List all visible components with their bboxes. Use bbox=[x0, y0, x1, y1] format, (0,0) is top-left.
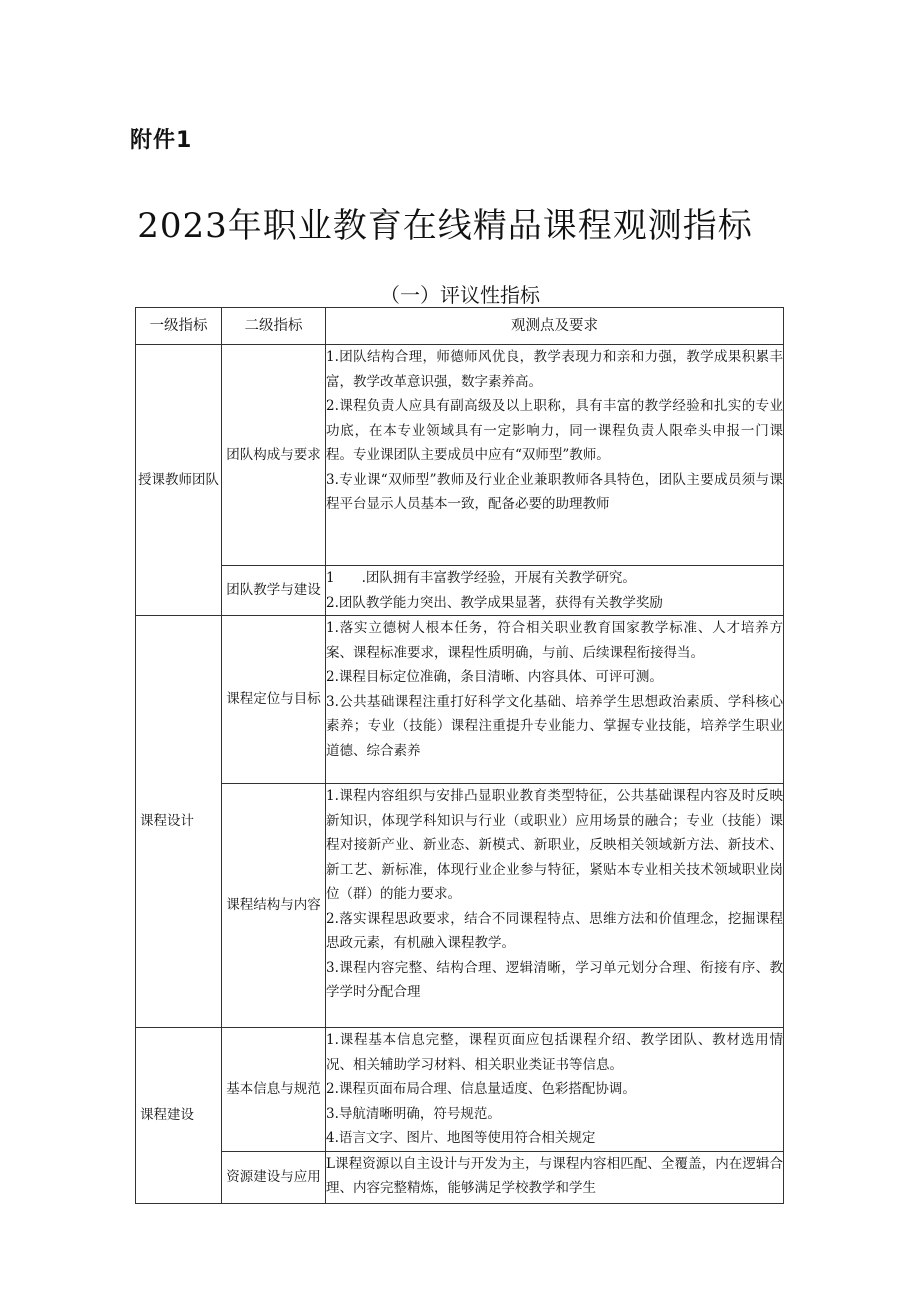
table-row bbox=[136, 784, 784, 1028]
requirements-cell bbox=[326, 345, 784, 566]
requirement-item: 3.公共基础课程注重打好科学文化基础、培养学生思想政治素质、学科核心素养；专业（技能）课程注重提升专业能力、掌握专业技能，培养学生职业道德、综合素养 bbox=[326, 693, 783, 759]
level1-cell: 授课教师团队 bbox=[136, 345, 222, 616]
section-subtitle: （一）评议性指标 bbox=[380, 283, 540, 307]
header-level2: 二级指标 bbox=[222, 308, 326, 345]
requirement-item: 2.落实课程思政要求，结合不同课程特点、思维方法和价值理念，挖掘课程思政元素，有机融入课程教学。 bbox=[326, 910, 783, 951]
requirements-cell bbox=[326, 566, 784, 616]
requirement-item: 1.课程基本信息完整，课程页面应包括课程介绍、教学团队、教材选用情况、相关辅助学习材料、相关职业类证书等信息。 bbox=[326, 1032, 783, 1073]
requirement-item: 3.课程内容完整、结构合理、逻辑清晰，学习单元划分合理、衔接有序、教学学时分配合理 bbox=[326, 959, 783, 1000]
level2-cell: 团队构成与要求 bbox=[222, 345, 326, 566]
table-row bbox=[136, 1028, 784, 1152]
table-row bbox=[136, 345, 784, 566]
requirement-item: L课程资源以自主设计与开发为主，与课程内容相匹配、全覆盖，内在逻辑合理、内容完整精炼，能够满足学校教学和学生 bbox=[326, 1155, 783, 1196]
attachment-label: 附件1 bbox=[130, 128, 193, 153]
requirement-item: 4.语言文字、图片、地图等使用符合相关规定 bbox=[326, 1130, 596, 1146]
requirements-cell bbox=[326, 616, 784, 784]
table-header-row bbox=[136, 308, 784, 345]
indicators-table bbox=[135, 307, 784, 1204]
level2-cell: 团队教学与建设 bbox=[222, 566, 326, 616]
requirement-item: 1.团队结构合理，师德师风优良，教学表现力和亲和力强，教学成果积累丰富，教学改革意识强，数字素养高。 bbox=[326, 349, 783, 390]
header-requirements: 观测点及要求 bbox=[326, 308, 784, 345]
requirement-item: 1.课程内容组织与安排凸显职业教育类型特征，公共基础课程内容及时反映新知识，体现学科知识与行业（或职业）应用场景的融合；专业（技能）课程对接新产业、新业态、新模式、新职业，反映相关领域新方法、新技术、新工艺、新标准，体现行业企业参与特征，紧贴本专业相关技术领域职业岗位（群）的能力要求。 bbox=[326, 788, 783, 902]
requirement-item: 1 .团队拥有丰富教学经验，开展有关教学研究。 bbox=[326, 570, 636, 586]
requirement-item: 2.课程负责人应具有副高级及以上职称，具有丰富的教学经验和扎实的专业功底，在本专业领域具有一定影响力，同一课程负责人限牵头申报一门课程。专业课团队主要成员中应有“双师型”教师。 bbox=[326, 398, 783, 463]
table-row bbox=[136, 616, 784, 784]
table-row bbox=[136, 1151, 784, 1203]
requirement-item: 3.导航清晰明确，符号规范。 bbox=[326, 1105, 501, 1122]
level2-cell: 课程定位与目标 bbox=[222, 616, 326, 784]
requirement-item: 2.课程页面布局合理、信息量适度、色彩搭配协调。 bbox=[326, 1081, 636, 1097]
table-row bbox=[136, 566, 784, 616]
level2-cell: 基本信息与规范 bbox=[222, 1028, 326, 1152]
requirement-item: 1.落实立德树人根本任务，符合相关职业教育国家教学标准、人才培养方案、课程标准要求，课程性质明确，与前、后续课程衔接得当。 bbox=[326, 620, 783, 661]
requirements-cell bbox=[326, 1028, 784, 1152]
requirement-item: 2.课程目标定位准确，条目清晰、内容具体、可评可测。 bbox=[326, 669, 663, 685]
requirement-item: 3.专业课“双师型”教师及行业企业兼职教师各具特色，团队主要成员须与课程平台显示人员基本一致，配备必要的助理教师 bbox=[326, 471, 783, 512]
level2-cell: 资源建设与应用 bbox=[222, 1151, 326, 1203]
header-level1: 一级指标 bbox=[136, 308, 222, 345]
requirement-item: 2.团队教学能力突出、教学成果显著，获得有关教学奖励 bbox=[326, 594, 663, 611]
requirements-cell bbox=[326, 1151, 784, 1203]
level2-cell: 课程结构与内容 bbox=[222, 784, 326, 1028]
requirements-cell bbox=[326, 784, 784, 1028]
document-title: 2023年职业教育在线精品课程观测指标 bbox=[137, 206, 753, 246]
level1-cell: 课程建设 bbox=[136, 1028, 222, 1204]
level1-cell: 课程设计 bbox=[136, 616, 222, 1028]
